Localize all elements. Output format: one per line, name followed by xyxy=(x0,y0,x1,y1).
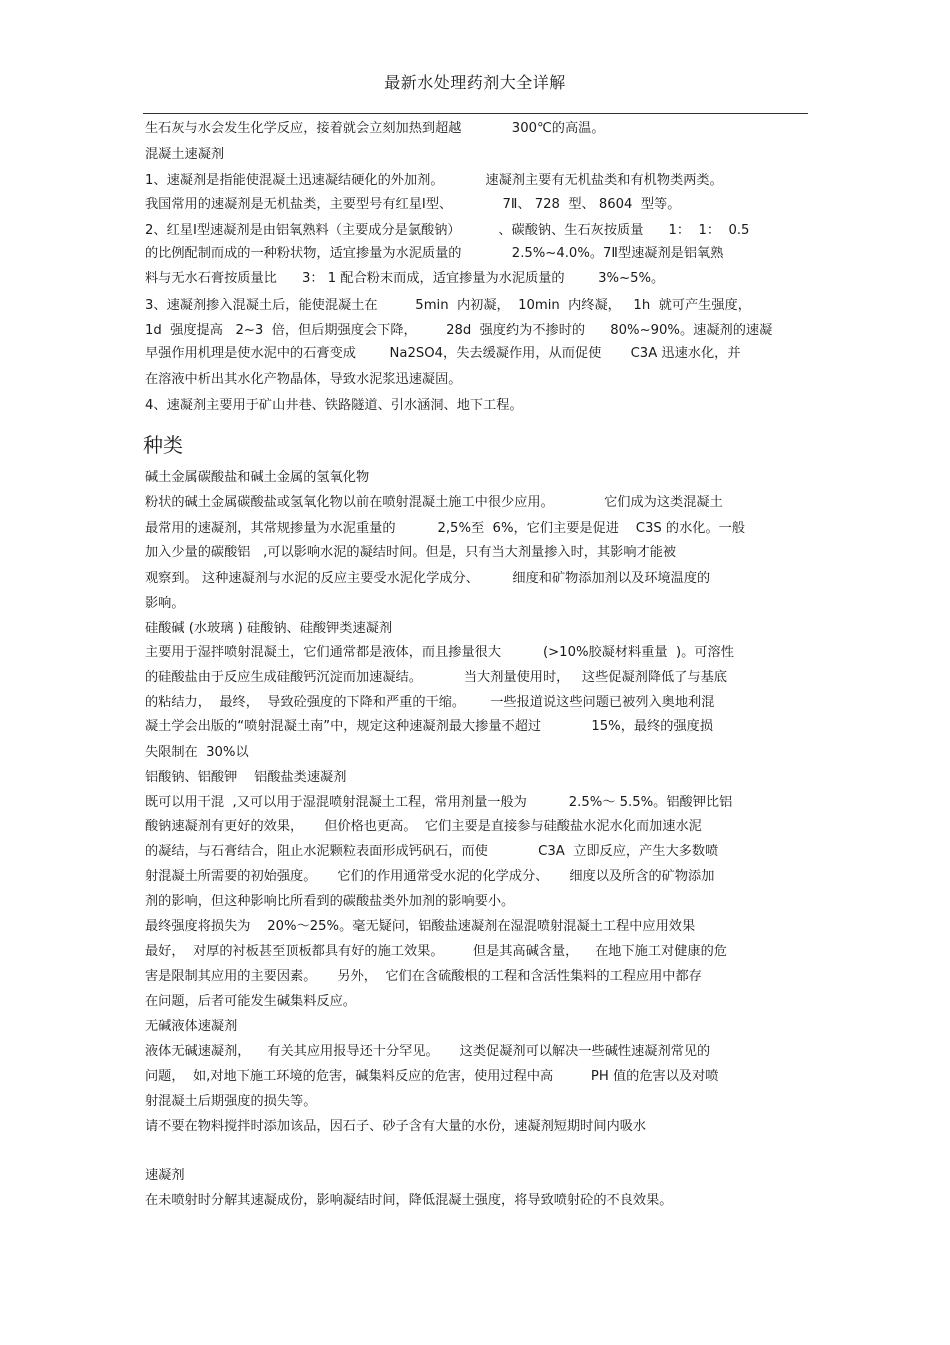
subsection-title: 无碱液体速凝剂 xyxy=(145,1019,238,1034)
paragraph-line: 1、速凝剂是指能使混凝土迅速凝结硬化的外加剂。 速凝剂主要有无机盐类和有机物类两类。 xyxy=(145,173,723,188)
paragraph-line: 害是限制其应用的主要因素。 另外， 它们在含硫酸根的工程和含活性集料的工程应用中都存 xyxy=(145,969,702,984)
subsection-title: 硅酸碱 (水玻璃 ) 硅酸钠、硅酸钾类速凝剂 xyxy=(145,621,393,636)
paragraph-line: 问题， 如,对地下施工环境的危害，碱集料反应的危害，使用过程中高 PH 值的危害以及对喷 xyxy=(145,1069,719,1084)
paragraph-line: 最好， 对厚的衬板甚至顶板都具有好的施工效果。 但是其高碱含量， 在地下施工对健康的危 xyxy=(145,944,727,959)
paragraph-line: 加入少量的碳酸铝 ,可以影响水泥的凝结时间。但是，只有当大剂量掺入时，其影响才能被 xyxy=(145,545,677,560)
section-title: 混凝土速凝剂 xyxy=(145,147,225,162)
paragraph-line: 既可以用干混 ,又可以用于湿混喷射混凝土工程，常用剂量一般为 2.5%～ 5.5%。铝酸钾比铝 xyxy=(145,795,733,810)
paragraph-line: 生石灰与水会发生化学反应，接着就会立刻加热到超越 300℃的高温。 xyxy=(145,121,605,136)
paragraph-line: 观察到。 这种速凝剂与水泥的反应主要受水泥化学成分、 细度和矿物添加剂以及环境温度的 xyxy=(145,571,711,586)
paragraph-line: 影响。 xyxy=(145,596,185,611)
paragraph-line: 早强作用机理是使水泥中的石膏变成 Na2SO4，失去缓凝作用，从而促使 C3A 迅速水化，并 xyxy=(145,346,741,361)
paragraph-line: 凝土学会出版的“喷射混凝土南”中，规定这种速凝剂最大掺量不超过 15%，最终的强度损 xyxy=(145,719,714,734)
paragraph-line: 的比例配制而成的一种粉状物，适宜掺量为水泥质量的 2.5%~4.0%。7Ⅱ型速凝剂是铝氧熟 xyxy=(145,246,724,261)
paragraph-line: 在溶液中析出其水化产物晶体，导致水泥浆迅速凝固。 xyxy=(145,372,462,387)
paragraph-line: 粉状的碱土金属碳酸盐或氢氧化物以前在喷射混凝土施工中很少应用。 它们成为这类混凝土 xyxy=(145,495,723,510)
paragraph-line: 主要用于湿拌喷射混凝土，它们通常都是液体，而且掺量很大 (>10%胶凝材料重量 )。可溶性 xyxy=(145,645,734,660)
header-divider xyxy=(143,113,808,114)
paragraph-line: 酸钠速凝剂有更好的效果， 但价格也更高。 它们主要是直接参与硅酸盐水泥水化而加速水泥 xyxy=(145,819,702,834)
paragraph-line: 的凝结，与石膏结合，阻止水泥颗粒表面形成钙矾石，而使 C3A 立即反应，产生大多数喷 xyxy=(145,844,719,859)
section-heading: 种类 xyxy=(143,433,183,457)
paragraph-line: 我国常用的速凝剂是无机盐类，主要型号有红星Ⅰ型、 7Ⅱ、 728 型、 8604 型等。 xyxy=(145,197,681,212)
paragraph-line: 失限制在 30%以 xyxy=(145,745,249,760)
subsection-title: 碱土金属碳酸盐和碱土金属的氢氧化物 xyxy=(145,470,370,485)
page-title: 最新水处理药剂大全详解 xyxy=(384,73,566,92)
paragraph-line: 料与无水石膏按质量比 3： 1 配合粉末而成，适宜掺量为水泥质量的 3%~5%。 xyxy=(145,271,665,286)
paragraph-line: 请不要在物料搅拌时添加该品，因石子、砂子含有大量的水份，速凝剂短期时间内吸水 xyxy=(145,1119,647,1134)
paragraph-line: 在问题，后者可能发生碱集料反应。 xyxy=(145,994,356,1009)
paragraph-line: 最终强度将损失为 20%～25%。毫无疑问，铝酸盐速凝剂在湿混喷射混凝土工程中应用效果 xyxy=(145,919,696,934)
subsection-title: 铝酸钠、铝酸钾 铝酸盐类速凝剂 xyxy=(145,770,347,785)
paragraph-line: 3、速凝剂掺入混凝土后，能使混凝土在 5min 内初凝， 10min 内终凝， 1h 就可产生强度， xyxy=(145,298,751,313)
paragraph-line: 的硅酸盐由于反应生成硅酸钙沉淀而加速凝结。 当大剂量使用时， 这些促凝剂降低了与基底 xyxy=(145,670,727,685)
paragraph-line: 射混凝土后期强度的损失等。 xyxy=(145,1094,317,1109)
paragraph-line: 4、速凝剂主要用于矿山井巷、铁路隧道、引水涵洞、地下工程。 xyxy=(145,398,523,413)
paragraph-line: 最常用的速凝剂，其常规掺量为水泥重量的 2,5%至 6%，它们主要是促进 C3S 的水化。一般 xyxy=(145,521,746,536)
subsection-title: 速凝剂 xyxy=(145,1168,185,1183)
paragraph-line: 1d 强度提高 2~3 倍，但后期强度会下降， 28d 强度约为不掺时的 80%~90%。速凝剂的速凝 xyxy=(145,323,773,338)
paragraph-line: 射混凝土所需要的初始强度。 它们的作用通常受水泥的化学成分、 细度以及所含的矿物添加 xyxy=(145,869,715,884)
paragraph-line: 在未喷射时分解其速凝成份，影响凝结时间，降低混凝土强度，将导致喷射砼的不良效果。 xyxy=(145,1193,673,1208)
paragraph-line: 液体无碱速凝剂， 有关其应用报导还十分罕见。 这类促凝剂可以解决一些碱性速凝剂常见的 xyxy=(145,1044,711,1059)
paragraph-line: 剂的影响，但这种影响比所看到的碳酸盐类外加剂的影响要小。 xyxy=(145,894,515,909)
paragraph-line: 的粘结力， 最终， 导致砼强度的下降和严重的干缩。 一些报道说这些问题已被列入奥地利混 xyxy=(145,695,715,710)
paragraph-line: 2、红星Ⅰ型速凝剂是由铝氧熟料（主要成分是氯酸钠） 、碳酸钠、生石灰按质量 1： 1： 0.5 xyxy=(145,223,750,238)
